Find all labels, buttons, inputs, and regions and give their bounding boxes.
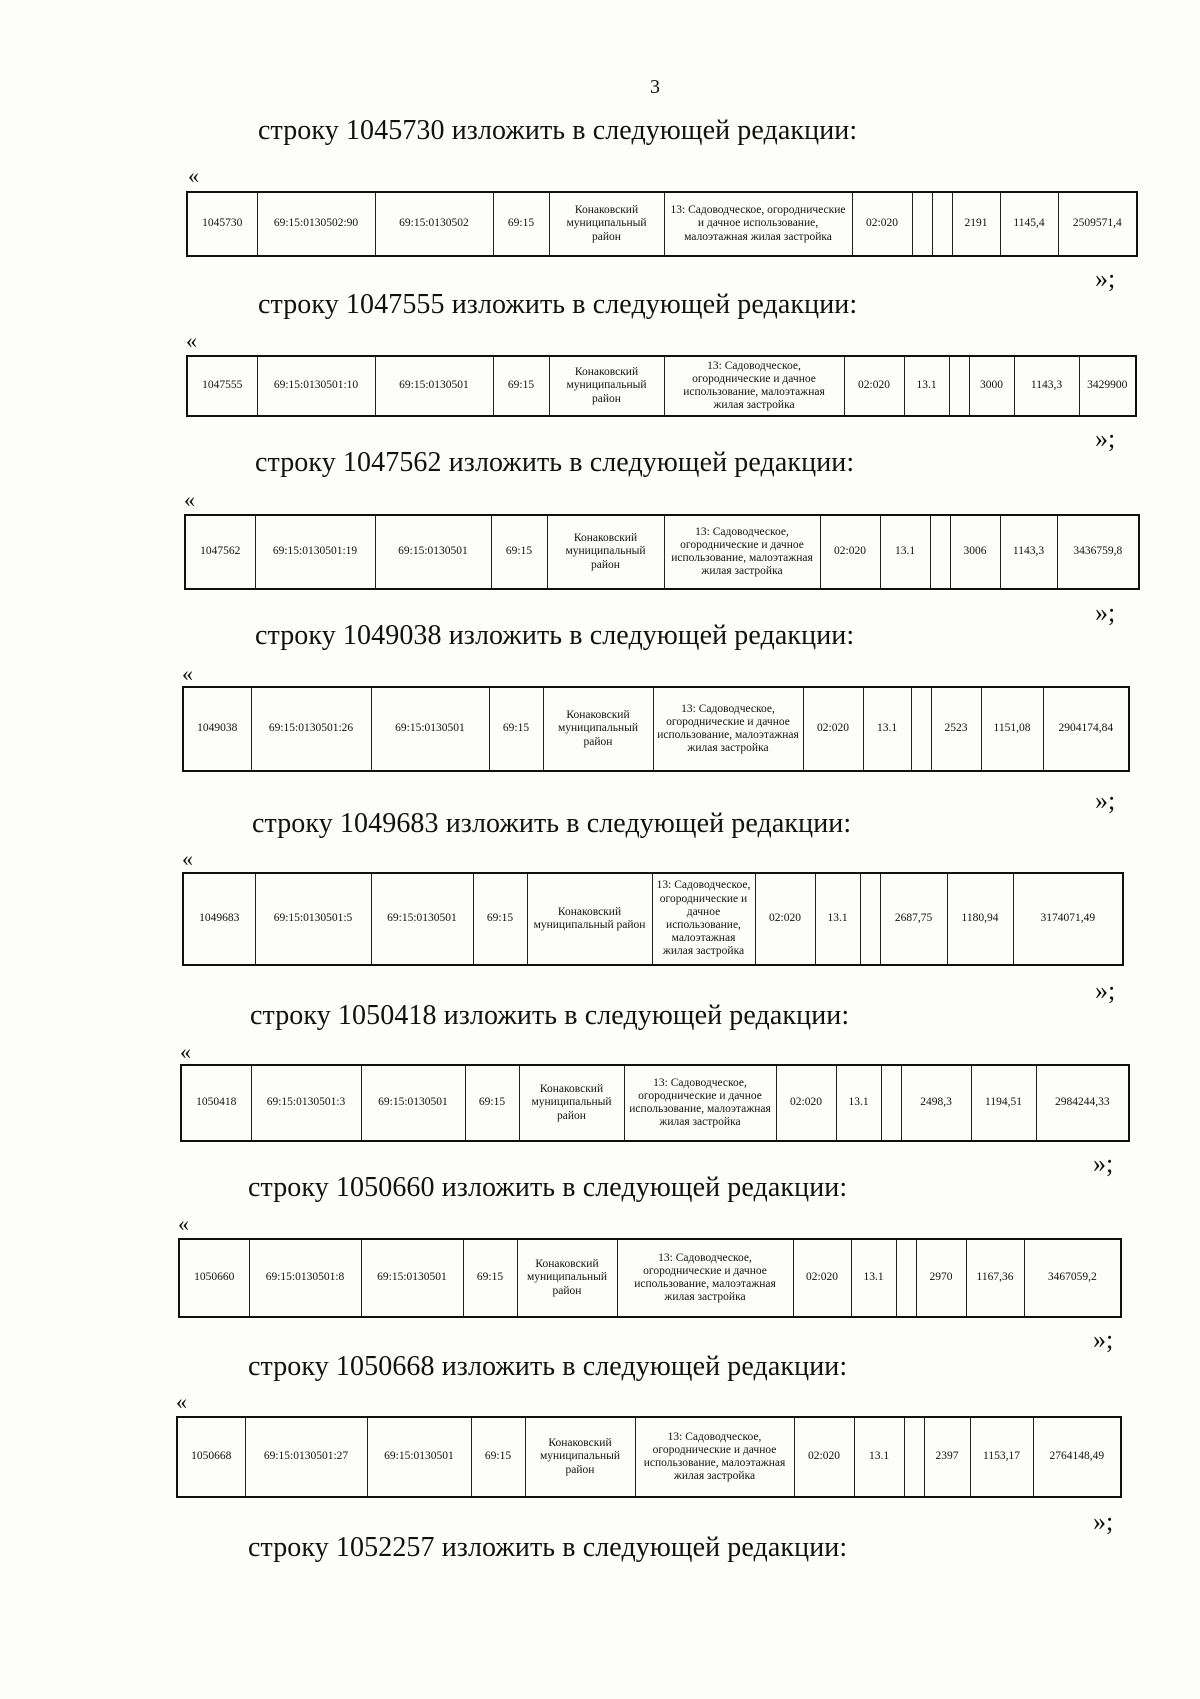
table-row	[183, 873, 1123, 965]
group-cell: 13.1	[904, 356, 949, 416]
cadastral-number-cell: 69:15:0130501:27	[245, 1417, 367, 1497]
open-quote: «	[178, 1211, 189, 1236]
quarter-cell: 69:15:0130501	[361, 1239, 463, 1317]
cadastral-row-table	[178, 1238, 1122, 1318]
open-quote: «	[180, 1039, 191, 1064]
cadastral-row-table	[184, 514, 1140, 590]
cadastral-row-table	[186, 191, 1138, 257]
land-use-cell: 13: Садоводческое, огороднические и дачное использование, малоэтажная жилая застройка	[653, 687, 803, 771]
close-quote: »;	[1093, 1325, 1114, 1354]
cadastral-value-cell: 3436759,8	[1057, 515, 1139, 589]
district-code-cell: 69:15	[465, 1065, 519, 1141]
empty-cell	[896, 1239, 916, 1317]
cadastral-row-table	[182, 686, 1130, 772]
table-row	[187, 192, 1137, 256]
section-heading: строку 1047562 изложить в следующей редакции:	[255, 447, 855, 478]
district-name-cell: Конаковский муниципальный район	[525, 1417, 635, 1497]
section-heading: строку 1050418 изложить в следующей редакции:	[250, 1000, 850, 1031]
code-cell: 02:020	[820, 515, 880, 589]
district-code-cell: 69:15	[491, 515, 547, 589]
land-use-cell: 13: Садоводческое, огороднические и дачное использование, малоэтажная жилая застройка	[617, 1239, 793, 1317]
cadastral-value-cell: 3467059,2	[1024, 1239, 1121, 1317]
group-cell: 13.1	[815, 873, 860, 965]
cadastral-row-table	[180, 1064, 1130, 1142]
cadastral-number-cell: 69:15:0130501:3	[251, 1065, 361, 1141]
district-code-cell: 69:15	[493, 192, 549, 256]
section-heading: строку 1045730 изложить в следующей редакции:	[258, 115, 858, 146]
cadastral-row-table	[186, 355, 1137, 417]
table-row	[177, 1417, 1121, 1497]
close-quote: »;	[1095, 976, 1116, 1005]
final-heading: строку 1052257 изложить в следующей редакции:	[248, 1532, 848, 1563]
district-code-cell: 69:15	[471, 1417, 525, 1497]
open-quote: «	[188, 163, 199, 188]
district-name-cell: Конаковский муниципальный район	[549, 192, 664, 256]
quarter-cell: 69:15:0130501	[375, 515, 491, 589]
open-quote: «	[182, 846, 193, 871]
area-cell: 2687,75	[880, 873, 947, 965]
group-cell: 13.1	[880, 515, 930, 589]
open-quote: «	[186, 328, 197, 353]
district-name-cell: Конаковский муниципальный район	[547, 515, 664, 589]
cadastral-number-cell: 69:15:0130501:19	[255, 515, 375, 589]
district-code-cell: 69:15	[463, 1239, 517, 1317]
cadastral-row-table	[176, 1416, 1122, 1498]
section-heading: строку 1049038 изложить в следующей редакции:	[255, 620, 855, 651]
empty-cell	[932, 192, 952, 256]
group-cell: 13.1	[851, 1239, 896, 1317]
area-cell: 3006	[950, 515, 1000, 589]
close-quote: »;	[1095, 424, 1116, 453]
open-quote: «	[176, 1389, 187, 1414]
specific-value-cell: 1143,3	[1000, 515, 1057, 589]
empty-cell	[860, 873, 880, 965]
quarter-cell: 69:15:0130501	[375, 356, 493, 416]
land-use-cell: 13: Садоводческое, огороднические и дачное использование, малоэтажная жилая застройка	[664, 192, 852, 256]
row-number-cell: 1045730	[187, 192, 257, 256]
cadastral-number-cell: 69:15:0130501:10	[257, 356, 375, 416]
land-use-cell: 13: Садоводческое, огороднические и дачное использование, малоэтажная жилая застройка	[624, 1065, 776, 1141]
cadastral-value-cell: 3174071,49	[1013, 873, 1123, 965]
section-heading: строку 1047555 изложить в следующей редакции:	[258, 289, 858, 320]
empty-cell	[904, 1417, 924, 1497]
area-cell: 2498,3	[901, 1065, 971, 1141]
row-number-cell: 1049683	[183, 873, 255, 965]
open-quote: «	[184, 487, 195, 512]
row-number-cell: 1050418	[181, 1065, 251, 1141]
section-heading: строку 1050660 изложить в следующей редакции:	[248, 1172, 848, 1203]
cadastral-number-cell: 69:15:0130502:90	[257, 192, 375, 256]
land-use-cell: 13: Садоводческое, огороднические и дачное использование, малоэтажная жилая застройка	[652, 873, 755, 965]
cadastral-number-cell: 69:15:0130501:8	[249, 1239, 361, 1317]
empty-cell	[930, 515, 950, 589]
code-cell: 02:020	[794, 1417, 854, 1497]
cadastral-number-cell: 69:15:0130501:5	[255, 873, 371, 965]
cadastral-value-cell: 3429900	[1079, 356, 1136, 416]
quarter-cell: 69:15:0130501	[367, 1417, 471, 1497]
row-number-cell: 1047555	[187, 356, 257, 416]
code-cell: 02:020	[776, 1065, 836, 1141]
cadastral-value-cell: 2509571,4	[1058, 192, 1137, 256]
area-cell: 2523	[931, 687, 981, 771]
specific-value-cell: 1143,3	[1014, 356, 1079, 416]
cadastral-value-cell: 2904174,84	[1043, 687, 1129, 771]
quarter-cell: 69:15:0130501	[371, 687, 489, 771]
land-use-cell: 13: Садоводческое, огороднические и дачное использование, малоэтажная жилая застройка	[635, 1417, 794, 1497]
specific-value-cell: 1167,36	[966, 1239, 1024, 1317]
close-quote: »;	[1095, 786, 1116, 815]
group-cell: 13.1	[836, 1065, 881, 1141]
table-row	[179, 1239, 1121, 1317]
close-quote: »;	[1093, 1507, 1114, 1536]
specific-value-cell: 1194,51	[971, 1065, 1036, 1141]
district-code-cell: 69:15	[493, 356, 549, 416]
row-number-cell: 1049038	[183, 687, 251, 771]
group-cell: 13.1	[863, 687, 911, 771]
area-cell: 3000	[969, 356, 1014, 416]
close-quote: »;	[1095, 264, 1116, 293]
row-number-cell: 1050668	[177, 1417, 245, 1497]
land-use-cell: 13: Садоводческое, огороднические и дачное использование, малоэтажная жилая застройка	[664, 515, 820, 589]
group-cell: 13.1	[854, 1417, 904, 1497]
open-quote: «	[182, 661, 193, 686]
code-cell: 02:020	[755, 873, 815, 965]
quarter-cell: 69:15:0130501	[371, 873, 473, 965]
quarter-cell: 69:15:0130502	[375, 192, 493, 256]
land-use-cell: 13: Садоводческое, огороднические и дачное использование, малоэтажная жилая застройка	[664, 356, 844, 416]
table-row	[185, 515, 1139, 589]
specific-value-cell: 1153,17	[970, 1417, 1033, 1497]
page-number: 3	[650, 76, 660, 98]
specific-value-cell: 1151,08	[981, 687, 1043, 771]
district-name-cell: Конаковский муниципальный район	[549, 356, 664, 416]
empty-cell	[949, 356, 969, 416]
cadastral-number-cell: 69:15:0130501:26	[251, 687, 371, 771]
district-code-cell: 69:15	[489, 687, 543, 771]
table-row	[181, 1065, 1129, 1141]
cadastral-value-cell: 2764148,49	[1033, 1417, 1121, 1497]
area-cell: 2191	[952, 192, 1000, 256]
area-cell: 2397	[924, 1417, 970, 1497]
code-cell: 02:020	[852, 192, 912, 256]
empty-cell	[881, 1065, 901, 1141]
district-name-cell: Конаковский муниципальный район	[543, 687, 653, 771]
table-row	[183, 687, 1129, 771]
district-code-cell: 69:15	[473, 873, 527, 965]
row-number-cell: 1050660	[179, 1239, 249, 1317]
district-name-cell: Конаковский муниципальный район	[519, 1065, 624, 1141]
empty-cell	[911, 687, 931, 771]
code-cell: 02:020	[803, 687, 863, 771]
close-quote: »;	[1095, 598, 1116, 627]
specific-value-cell: 1145,4	[1000, 192, 1058, 256]
specific-value-cell: 1180,94	[947, 873, 1013, 965]
district-name-cell: Конаковский муниципальный район	[527, 873, 652, 965]
row-number-cell: 1047562	[185, 515, 255, 589]
district-name-cell: Конаковский муниципальный район	[517, 1239, 617, 1317]
group-cell	[912, 192, 932, 256]
section-heading: строку 1049683 изложить в следующей редакции:	[252, 808, 852, 839]
section-heading: строку 1050668 изложить в следующей редакции:	[248, 1351, 848, 1382]
close-quote: »;	[1093, 1149, 1114, 1178]
table-row	[187, 356, 1136, 416]
code-cell: 02:020	[793, 1239, 851, 1317]
area-cell: 2970	[916, 1239, 966, 1317]
cadastral-row-table	[182, 872, 1124, 966]
code-cell: 02:020	[844, 356, 904, 416]
cadastral-value-cell: 2984244,33	[1036, 1065, 1129, 1141]
quarter-cell: 69:15:0130501	[361, 1065, 465, 1141]
